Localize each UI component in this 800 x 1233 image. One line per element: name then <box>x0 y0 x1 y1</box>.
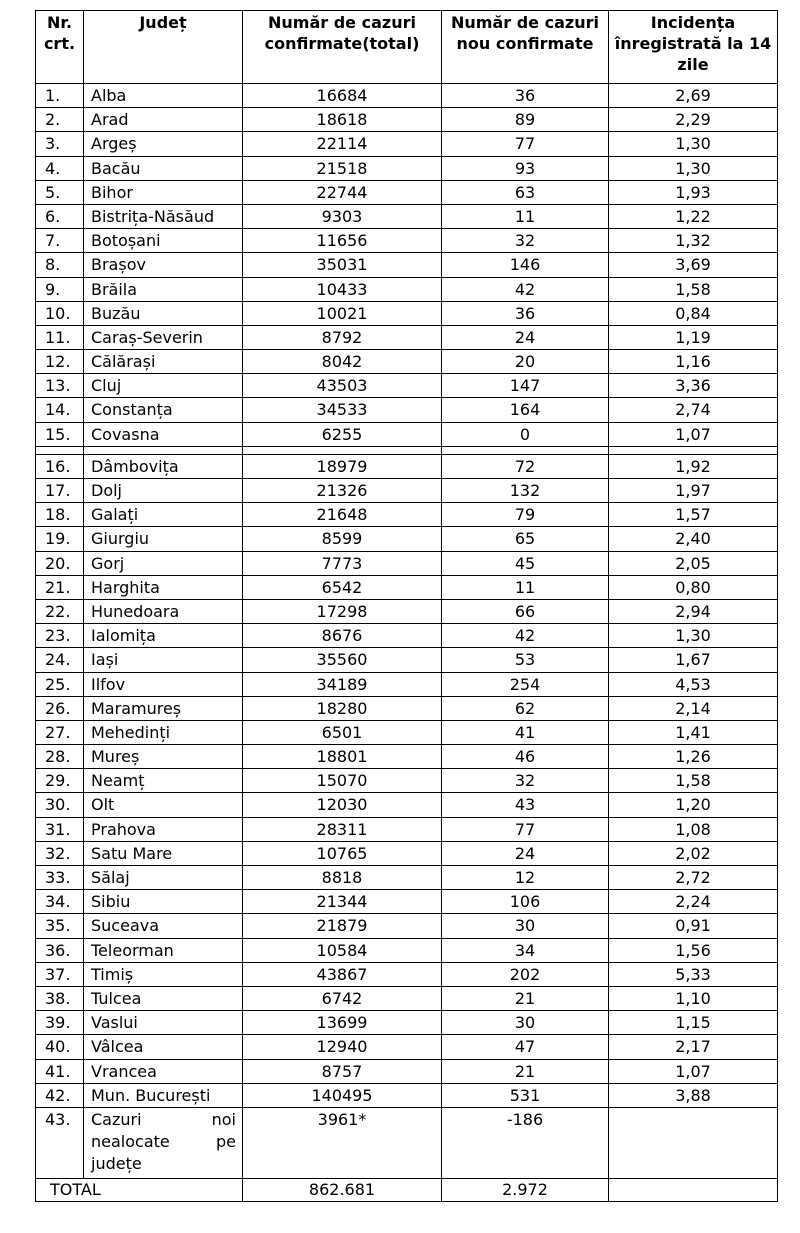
cell-nr: 3. <box>36 132 84 155</box>
cell-incidenta: 1,16 <box>675 352 711 372</box>
cell-incidenta: 2,40 <box>675 529 711 549</box>
cell-judet: Covasna <box>84 423 243 446</box>
cell-total: 15070 <box>243 769 442 792</box>
cell-incidenta: 1,58 <box>675 771 711 791</box>
cell-nr: 29. <box>36 769 84 792</box>
cell-judet: Dolj <box>84 479 243 502</box>
cell-incidenta: 1,07 <box>675 424 711 444</box>
cell-total: 22744 <box>243 181 442 204</box>
cell-nr: 21. <box>36 576 84 599</box>
cell-incidenta: 1,58 <box>675 279 711 299</box>
cell-judet: Hunedoara <box>84 600 243 623</box>
cell-total: 34189 <box>243 673 442 696</box>
table-row <box>35 697 778 721</box>
cell-incidenta: 1,41 <box>675 722 711 742</box>
table-row <box>35 1084 778 1108</box>
cell-noi: 93 <box>442 157 609 180</box>
cell-noi: 36 <box>442 302 609 325</box>
cell-judet: Constanța <box>84 398 243 421</box>
cell-noi: 531 <box>442 1084 609 1107</box>
cell-noi: 77 <box>442 818 609 841</box>
table-row <box>35 326 778 350</box>
cell-total: 8042 <box>243 350 442 373</box>
cell-nr: 1. <box>36 84 84 107</box>
cell-judet: Brăila <box>84 278 243 301</box>
cell-noi: 72 <box>442 455 609 478</box>
cell-nr: 38. <box>36 987 84 1010</box>
cell-judet: Alba <box>84 84 243 107</box>
table-row <box>35 229 778 253</box>
table-header <box>35 10 778 84</box>
cell-nr: 43. <box>36 1108 84 1178</box>
total-new-cases: 2.972 <box>442 1179 609 1201</box>
cell-judet: Galați <box>84 503 243 526</box>
cell-incidenta: 1,08 <box>675 819 711 839</box>
cell-noi: 65 <box>442 527 609 550</box>
cell-judet: Neamț <box>84 769 243 792</box>
cell-nr: 20. <box>36 552 84 575</box>
cell-noi: 42 <box>442 624 609 647</box>
cell-judet: Argeș <box>84 132 243 155</box>
cell-total: 7773 <box>243 552 442 575</box>
cell-noi: 41 <box>442 721 609 744</box>
cell-noi: 89 <box>442 108 609 131</box>
cell-total: 6255 <box>243 423 442 446</box>
cell-incidenta: 2,29 <box>675 110 711 130</box>
cell-judet: Sălaj <box>84 866 243 889</box>
cell-judet: Harghita <box>84 576 243 599</box>
table-row <box>35 793 778 817</box>
cell-noi: 11 <box>442 576 609 599</box>
cell-incidenta: 0,91 <box>675 916 711 936</box>
table-row <box>35 108 778 132</box>
cell-incidenta: 1,30 <box>675 134 711 154</box>
cell-judet: Caraș-Severin <box>84 326 243 349</box>
cell-noi: 32 <box>442 229 609 252</box>
table-row <box>35 624 778 648</box>
cell-total: 21326 <box>243 479 442 502</box>
total-incidenta <box>609 1179 777 1201</box>
cell-noi: 202 <box>442 963 609 986</box>
cell-noi: 11 <box>442 205 609 228</box>
cell-total: 13699 <box>243 1011 442 1034</box>
cell-nr: 14. <box>36 398 84 421</box>
cell-judet: Botoșani <box>84 229 243 252</box>
cell-incidenta <box>609 1108 777 1178</box>
cell-total: 8792 <box>243 326 442 349</box>
gap-cell <box>609 447 777 454</box>
cell-incidenta: 1,30 <box>675 158 711 178</box>
cell-judet: Olt <box>84 793 243 816</box>
cell-incidenta: 2,17 <box>675 1037 711 1057</box>
cell-noi: 147 <box>442 374 609 397</box>
cell-total: 22114 <box>243 132 442 155</box>
cell-incidenta: 2,69 <box>675 86 711 105</box>
cell-noi: 30 <box>442 1011 609 1034</box>
cell-total: 12940 <box>243 1035 442 1058</box>
cell-nr: 15. <box>36 423 84 446</box>
cell-incidenta: 3,69 <box>675 255 711 275</box>
cell-incidenta: 1,26 <box>675 747 711 767</box>
cell-judet: Vâlcea <box>84 1035 243 1058</box>
cell-judet: Mehedinți <box>84 721 243 744</box>
cell-nr: 8. <box>36 253 84 276</box>
cell-noi: 164 <box>442 398 609 421</box>
cell-incidenta: 1,32 <box>675 231 711 251</box>
cell-judet: Mureș <box>84 745 243 768</box>
table-row <box>35 350 778 374</box>
cell-nr: 34. <box>36 890 84 913</box>
cell-nr: 19. <box>36 527 84 550</box>
cell-nr: 5. <box>36 181 84 204</box>
cell-nr: 6. <box>36 205 84 228</box>
cell-judet: Teleorman <box>84 939 243 962</box>
table-row <box>35 374 778 398</box>
cell-noi: 36 <box>442 84 609 107</box>
cell-nr: 27. <box>36 721 84 744</box>
table-row <box>35 455 778 479</box>
cell-noi: 106 <box>442 890 609 913</box>
cell-total: 34533 <box>243 398 442 421</box>
cell-nr: 33. <box>36 866 84 889</box>
cell-total: 21648 <box>243 503 442 526</box>
cell-nr: 11. <box>36 326 84 349</box>
table-row <box>35 673 778 697</box>
cell-judet: Maramureș <box>84 697 243 720</box>
table-row <box>35 914 778 938</box>
table-row <box>35 648 778 672</box>
cell-judet: Bistrița-Năsăud <box>84 205 243 228</box>
cell-total: 11656 <box>243 229 442 252</box>
cell-nr: 28. <box>36 745 84 768</box>
cell-judet: Mun. București <box>84 1084 243 1107</box>
cell-total: 9303 <box>243 205 442 228</box>
table-row <box>35 503 778 527</box>
cell-judet: Giurgiu <box>84 527 243 550</box>
table-row <box>35 253 778 277</box>
cell-total: 18280 <box>243 697 442 720</box>
table-row <box>35 132 778 156</box>
cell-noi: 21 <box>442 1060 609 1083</box>
cell-noi: 47 <box>442 1035 609 1058</box>
table-row <box>35 1035 778 1059</box>
cell-judet: Gorj <box>84 552 243 575</box>
cell-incidenta: 1,97 <box>675 481 711 500</box>
cell-judet: Vaslui <box>84 1011 243 1034</box>
table-row <box>35 205 778 229</box>
cell-nr: 4. <box>36 157 84 180</box>
cell-incidenta: 5,33 <box>675 964 711 984</box>
cell-noi: 53 <box>442 648 609 671</box>
cell-total: 10021 <box>243 302 442 325</box>
cell-incidenta: 1,19 <box>675 327 711 347</box>
cell-nr: 22. <box>36 600 84 623</box>
cell-judet: Sibiu <box>84 890 243 913</box>
cell-incidenta: 1,57 <box>675 505 711 525</box>
cell-total: 43503 <box>243 374 442 397</box>
cell-total: 17298 <box>243 600 442 623</box>
cell-incidenta: 3,88 <box>675 1085 711 1105</box>
cell-nr: 26. <box>36 697 84 720</box>
cell-incidenta: 2,94 <box>675 601 711 621</box>
cell-noi: 24 <box>442 326 609 349</box>
cell-noi: 63 <box>442 181 609 204</box>
cell-judet: Bacău <box>84 157 243 180</box>
cell-nr: 31. <box>36 818 84 841</box>
cell-judet: Timiș <box>84 963 243 986</box>
table-row <box>35 842 778 866</box>
cell-noi: 62 <box>442 697 609 720</box>
cases-table <box>35 10 778 1202</box>
cell-noi: 132 <box>442 479 609 502</box>
cell-nr: 18. <box>36 503 84 526</box>
cell-nr: 12. <box>36 350 84 373</box>
table-row <box>35 552 778 576</box>
cell-total: 6742 <box>243 987 442 1010</box>
table-row <box>35 302 778 326</box>
cell-total: 140495 <box>243 1084 442 1107</box>
cell-total: 18618 <box>243 108 442 131</box>
cell-noi: 32 <box>442 769 609 792</box>
table-row <box>35 939 778 963</box>
cell-incidenta: 1,30 <box>675 626 711 646</box>
cell-nr: 24. <box>36 648 84 671</box>
total-label: TOTAL <box>36 1179 243 1201</box>
cell-judet: Bihor <box>84 181 243 204</box>
cell-noi: 66 <box>442 600 609 623</box>
table-row-unallocated <box>35 1108 778 1179</box>
header-incidenta: Incidența înregistrată la 14 zile <box>614 13 772 74</box>
gap-cell <box>243 447 442 454</box>
cell-total: 6542 <box>243 576 442 599</box>
table-row <box>35 278 778 302</box>
total-cases: 862.681 <box>243 1179 442 1201</box>
table-row <box>35 890 778 914</box>
cell-total: 8757 <box>243 1060 442 1083</box>
cell-incidenta: 2,02 <box>675 843 711 863</box>
table-row <box>35 181 778 205</box>
cell-incidenta: 1,10 <box>675 988 711 1008</box>
header-total: Număr de cazuri confirmate(total) <box>243 11 442 83</box>
cell-noi: 0 <box>442 423 609 446</box>
cell-incidenta: 1,20 <box>675 795 711 815</box>
cell-nr: 41. <box>36 1060 84 1083</box>
cell-nr: 25. <box>36 673 84 696</box>
cell-judet: Ilfov <box>84 673 243 696</box>
cell-total: 3961* <box>243 1108 442 1178</box>
cell-nr: 40. <box>36 1035 84 1058</box>
cell-nr: 9. <box>36 278 84 301</box>
cell-noi: 254 <box>442 673 609 696</box>
cell-nr: 35. <box>36 914 84 937</box>
cell-incidenta: 2,14 <box>675 698 711 718</box>
cell-total: 43867 <box>243 963 442 986</box>
cell-judet: Vrancea <box>84 1060 243 1083</box>
cell-incidenta: 1,07 <box>675 1061 711 1081</box>
cell-nr: 32. <box>36 842 84 865</box>
cell-total: 18979 <box>243 455 442 478</box>
cell-incidenta: 0,80 <box>675 577 711 597</box>
cell-total: 12030 <box>243 793 442 816</box>
header-judet: Județ <box>84 11 243 83</box>
cell-noi: 24 <box>442 842 609 865</box>
cell-total: 28311 <box>243 818 442 841</box>
cell-total: 35031 <box>243 253 442 276</box>
table-row <box>35 527 778 551</box>
cell-noi: 21 <box>442 987 609 1010</box>
cell-judet: Ialomița <box>84 624 243 647</box>
cell-nr: 16. <box>36 455 84 478</box>
table-row <box>35 423 778 447</box>
cell-judet: Prahova <box>84 818 243 841</box>
cell-total: 21344 <box>243 890 442 913</box>
table-row <box>35 600 778 624</box>
cell-nr: 2. <box>36 108 84 131</box>
table-row <box>35 398 778 422</box>
gap-cell <box>442 447 609 454</box>
cell-incidenta: 1,92 <box>675 456 711 476</box>
cell-judet: Arad <box>84 108 243 131</box>
cell-noi: -186 <box>442 1108 609 1178</box>
table-row <box>35 576 778 600</box>
cell-nr: 39. <box>36 1011 84 1034</box>
cell-judet: Cluj <box>84 374 243 397</box>
cell-incidenta: 0,84 <box>675 303 711 323</box>
gap-cell <box>36 447 84 454</box>
cell-nr: 13. <box>36 374 84 397</box>
table-row <box>35 769 778 793</box>
cell-noi: 45 <box>442 552 609 575</box>
cell-incidenta: 4,53 <box>675 674 711 694</box>
cell-noi: 146 <box>442 253 609 276</box>
cell-total: 35560 <box>243 648 442 671</box>
cell-noi: 43 <box>442 793 609 816</box>
cell-nr: 23. <box>36 624 84 647</box>
cell-nr: 37. <box>36 963 84 986</box>
cell-judet: Tulcea <box>84 987 243 1010</box>
cell-noi: 20 <box>442 350 609 373</box>
table-row-total <box>35 1179 778 1202</box>
cell-incidenta: 2,72 <box>675 868 711 887</box>
cell-incidenta: 2,05 <box>675 553 711 573</box>
table-row <box>35 818 778 842</box>
cell-nr: 36. <box>36 939 84 962</box>
cell-noi: 12 <box>442 866 609 889</box>
table-row <box>35 84 778 108</box>
table-row <box>35 1060 778 1084</box>
cell-judet: Brașov <box>84 253 243 276</box>
cell-nr: 30. <box>36 793 84 816</box>
cell-incidenta: 1,15 <box>675 1013 711 1033</box>
cell-incidenta: 2,24 <box>675 892 711 912</box>
cell-total: 10765 <box>243 842 442 865</box>
cell-judet: Satu Mare <box>84 842 243 865</box>
table-row <box>35 963 778 987</box>
cell-nr: 10. <box>36 302 84 325</box>
cell-incidenta: 1,93 <box>675 182 711 202</box>
cell-judet: Suceava <box>84 914 243 937</box>
cell-judet: Cazuri noi nealocate pe județe <box>84 1108 243 1178</box>
table-row <box>35 479 778 503</box>
cell-incidenta: 3,36 <box>675 376 711 396</box>
cell-nr: 17. <box>36 479 84 502</box>
cell-total: 10584 <box>243 939 442 962</box>
cell-noi: 42 <box>442 278 609 301</box>
cell-incidenta: 1,56 <box>675 940 711 960</box>
cell-total: 18801 <box>243 745 442 768</box>
cell-incidenta: 2,74 <box>675 400 711 420</box>
cell-judet: Iași <box>84 648 243 671</box>
cell-nr: 7. <box>36 229 84 252</box>
header-noi: Număr de cazuri nou confirmate <box>442 11 609 83</box>
cell-incidenta: 1,22 <box>675 206 711 226</box>
gap-cell <box>84 447 243 454</box>
cell-total: 21879 <box>243 914 442 937</box>
cell-total: 16684 <box>243 84 442 107</box>
cell-judet: Buzău <box>84 302 243 325</box>
cell-judet: Călărași <box>84 350 243 373</box>
cell-total: 10433 <box>243 278 442 301</box>
header-nr: Nr. crt. <box>36 11 84 83</box>
cell-noi: 30 <box>442 914 609 937</box>
cell-incidenta: 1,67 <box>675 650 711 670</box>
table-row <box>35 745 778 769</box>
cell-judet: Dâmbovița <box>84 455 243 478</box>
table-row <box>35 721 778 745</box>
cell-total: 8599 <box>243 527 442 550</box>
cell-total: 8818 <box>243 866 442 889</box>
cell-noi: 79 <box>442 503 609 526</box>
cell-total: 8676 <box>243 624 442 647</box>
table-gap-row <box>35 447 778 455</box>
cell-total: 6501 <box>243 721 442 744</box>
table-body <box>35 84 778 1108</box>
table-row <box>35 866 778 890</box>
cell-noi: 77 <box>442 132 609 155</box>
table-row <box>35 987 778 1011</box>
table-row <box>35 157 778 181</box>
cell-noi: 46 <box>442 745 609 768</box>
cell-noi: 34 <box>442 939 609 962</box>
cell-nr: 42. <box>36 1084 84 1107</box>
cell-total: 21518 <box>243 157 442 180</box>
table-row <box>35 1011 778 1035</box>
